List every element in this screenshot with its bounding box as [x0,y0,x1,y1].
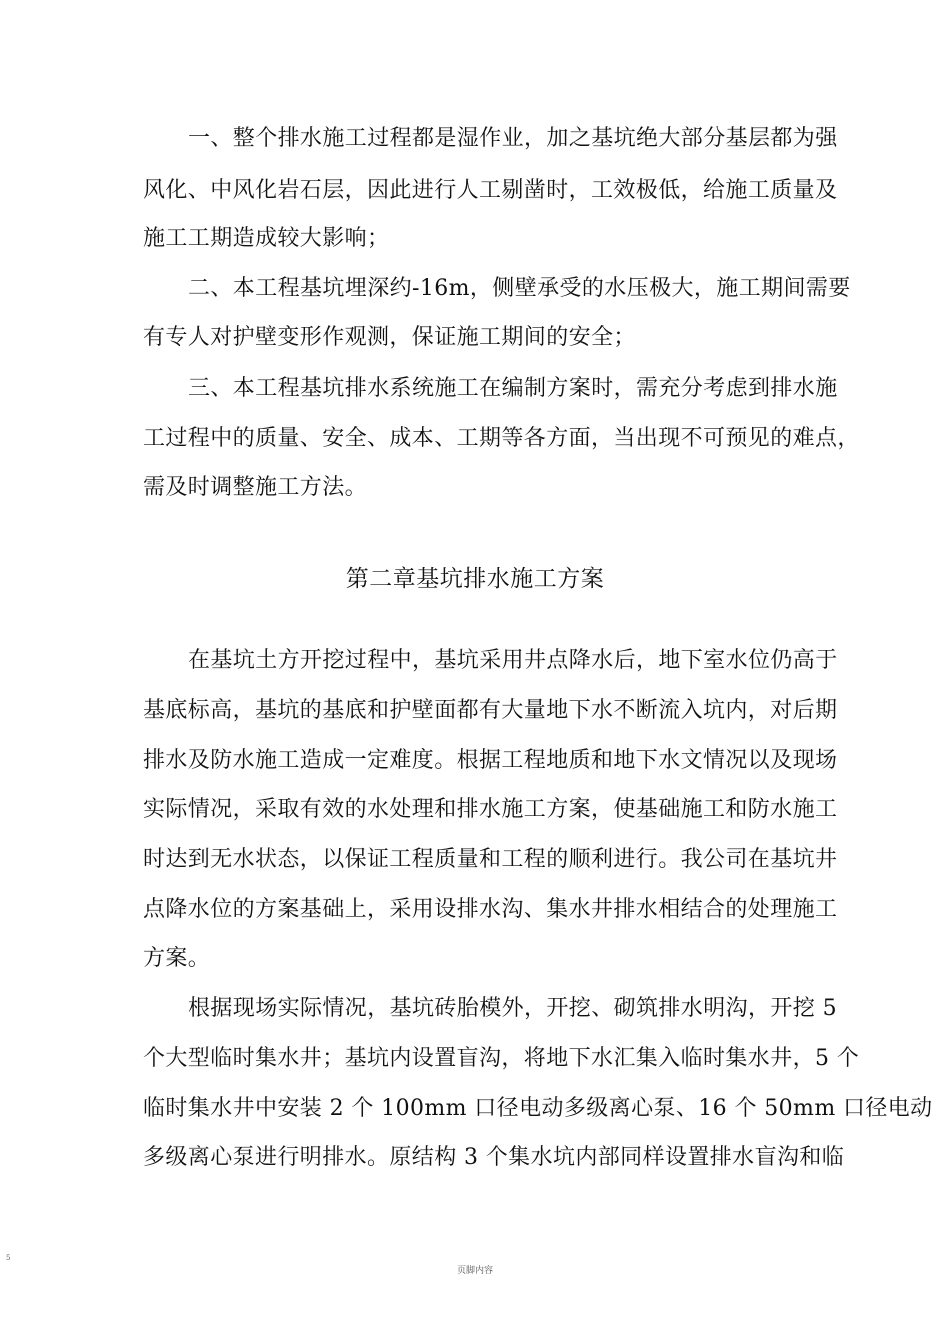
paragraph-4-line-3: 排水及防水施工造成一定难度。根据工程地质和地下水文情况以及现场 [143,748,838,773]
paragraph-3-line-1: 三、本工程基坑排水系统施工在编制方案时，需充分考虑到排水施 [188,376,838,401]
paragraph-4-line-5: 时达到无水状态，以保证工程质量和工程的顺利进行。我公司在基坑井 [143,847,838,872]
paragraph-5-line-1: 根据现场实际情况，基坑砖胎模外，开挖、砌筑排水明沟，开挖 5 [188,996,837,1021]
paragraph-1-line-1: 一、整个排水施工过程都是湿作业，加之基坑绝大部分基层都为强 [188,126,838,151]
paragraph-1-line-2: 风化、中风化岩石层，因此进行人工剔凿时，工效极低，给施工质量及 [143,178,838,203]
paragraph-2-line-2: 有专人对护壁变形作观测，保证施工期间的安全； [143,325,636,350]
paragraph-4-line-2: 基底标高，基坑的基底和护壁面都有大量地下水不断流入坑内，对后期 [143,698,838,723]
paragraph-4-line-4: 实际情况，采取有效的水处理和排水施工方案，使基础施工和防水施工 [143,797,838,822]
paragraph-4-line-6: 点降水位的方案基础上，采用设排水沟、集水井排水相结合的处理施工 [143,897,838,922]
paragraph-1-line-3: 施工工期造成较大影响； [143,226,390,251]
paragraph-5-line-3: 临时集水井中安装 2 个 100mm 口径电动多级离心泵、16 个 50mm 口径电动 [143,1096,933,1121]
chapter-heading: 第二章基坑排水施工方案 [345,566,605,592]
footer-text: 页脚内容 [456,1266,493,1276]
paragraph-3-line-2: 工过程中的质量、安全、成本、工期等各方面，当出现不可预见的难点， [143,426,860,451]
paragraph-2-line-1: 二、本工程基坑埋深约-16m，侧壁承受的水压极大，施工期间需要 [188,276,851,301]
paragraph-5-line-4: 多级离心泵进行明排水。原结构 3 个集水坑内部同样设置排水盲沟和临 [143,1145,845,1170]
paragraph-5-line-2: 个大型临时集水井；基坑内设置盲沟，将地下水汇集入临时集水井，5 个 [143,1046,860,1071]
paragraph-3-line-3: 需及时调整施工方法。 [143,475,368,500]
paragraph-4-line-7: 方案。 [143,946,211,971]
page-number: 5 [6,1254,11,1262]
paragraph-4-line-1: 在基坑土方开挖过程中，基坑采用井点降水后，地下室水位仍高于 [188,648,838,673]
